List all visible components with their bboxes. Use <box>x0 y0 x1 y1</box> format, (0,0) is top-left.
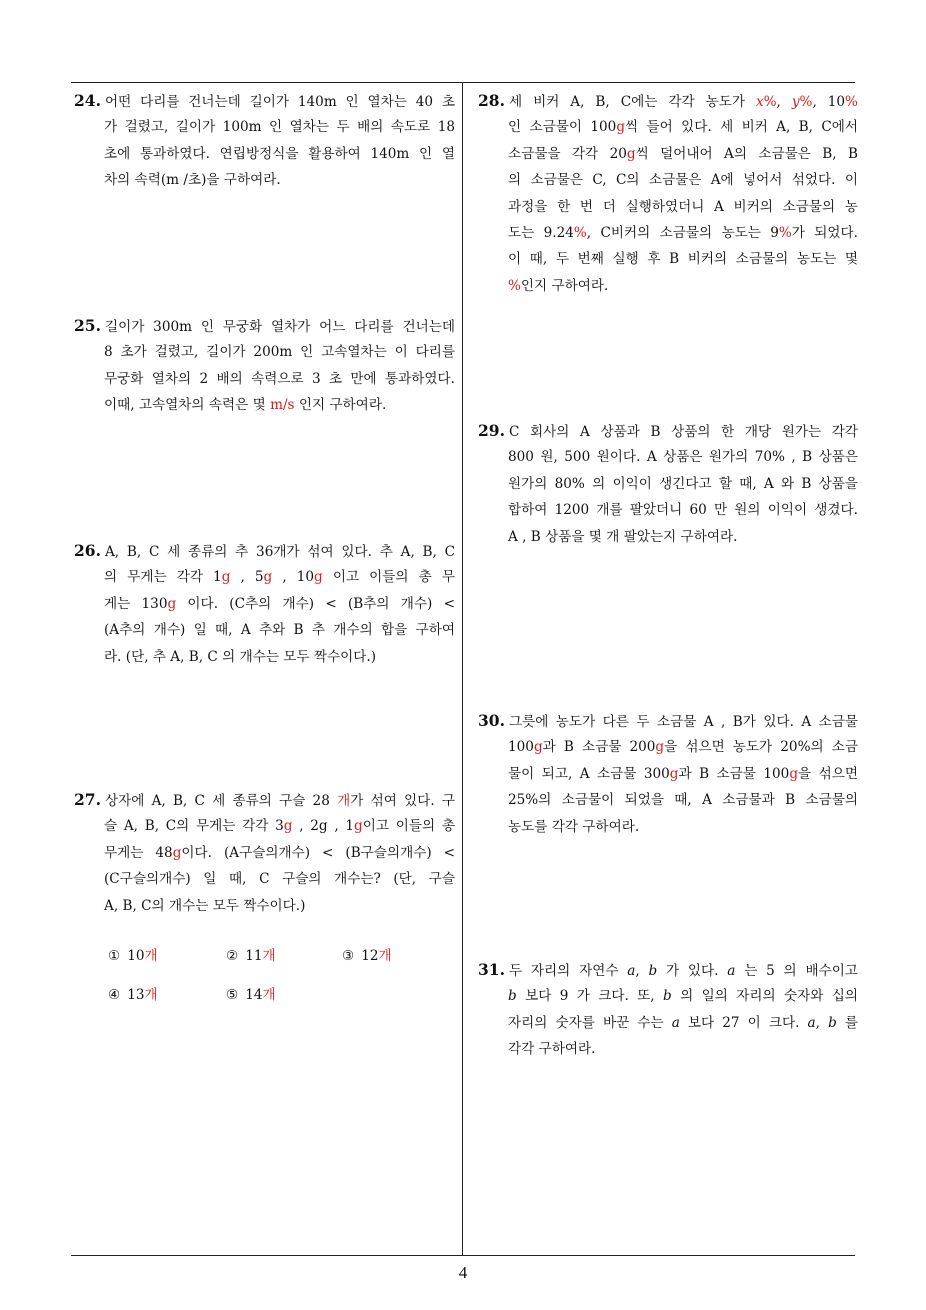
question-line: 인 소금물이 100g씩 들어 있다. 세 비커 A, B, C에서 <box>508 119 859 136</box>
unit-mps: m/s <box>270 397 295 414</box>
question-number: 24. <box>74 91 101 110</box>
choice-5[interactable]: ⑤ 14개 <box>226 987 276 1003</box>
question-line: (C구슬의개수) 일 때, C 구슬의 개수는? (단, 구슬 <box>104 871 455 888</box>
choice-1[interactable]: ① 10개 <box>108 948 158 964</box>
question-line: 24. 어떤 다리를 건너는데 길이가 140m 인 열차는 40 초 <box>74 91 455 110</box>
choice-2[interactable]: ② 11개 <box>226 948 276 964</box>
question-line: 차의 속력(m /초)을 구하여라. <box>104 172 281 189</box>
question-line: A , B 상품을 몇 개 팔았는지 구하여라. <box>508 528 738 545</box>
question-31 <box>478 957 858 1063</box>
page-number: 4 <box>458 1263 468 1282</box>
question-26 <box>74 538 455 670</box>
question-line: 무게는 48g이다. (A구슬의개수) < (B구슬의개수) < <box>104 844 456 861</box>
question-line: 25%의 소금물이 되었을 때, A 소금물과 B 소금물의 <box>508 792 858 809</box>
question-line: 26. A, B, C 세 종류의 추 36개가 섞여 있다. 추 A, B, C <box>74 541 455 560</box>
question-25 <box>74 313 455 419</box>
question-line: 31. 두 자리의 자연수 a, b 가 있다. a 는 5 의 배수이고 <box>478 960 858 979</box>
question-line: 초에 통과하였다. 연립방정식을 활용하여 140m 인 열 <box>104 145 455 162</box>
question-number: 30. <box>478 711 505 730</box>
question-line: (A추의 개수) 일 때, A 추와 B 추 개수의 합을 구하여 <box>104 622 455 639</box>
question-line: 원가의 80% 의 이익이 생긴다고 할 때, A 와 B 상품을 <box>508 475 858 492</box>
question-27 <box>74 787 455 919</box>
question-line: 농도를 각각 구하여라. <box>508 818 640 835</box>
question-line: 슬 A, B, C의 무게는 각각 3g , 2g , 1g이고 이들의 총 <box>104 818 455 835</box>
question-line: 8 초가 걸렸고, 길이가 200m 인 고속열차는 이 다리를 <box>104 344 455 361</box>
bottom-rule <box>71 1255 855 1256</box>
question-number: 29. <box>478 421 505 440</box>
question-28 <box>478 88 858 299</box>
question-line: 가 걸렸고, 길이가 100m 인 열차는 두 배의 속도로 18 <box>104 119 455 136</box>
question-line: 라. (단, 추 A, B, C 의 개수는 모두 짝수이다.) <box>104 648 377 665</box>
question-line: 의 소금물은 C, C의 소금물은 A에 넣어서 섞었다. 이 <box>508 172 858 189</box>
question-line: 100g과 B 소금물 200g을 섞으면 농도가 20%의 소금 <box>508 739 858 756</box>
question-line: 28. 세 비커 A, B, C에는 각각 농도가 x%, y%, 10% <box>478 91 858 110</box>
choice-4[interactable]: ④ 13개 <box>108 987 158 1003</box>
choice-3[interactable]: ③ 12개 <box>342 948 392 964</box>
question-number: 28. <box>478 91 505 110</box>
question-line: 게는 130g 이다. (C추의 개수) < (B추의 개수) < <box>104 595 455 612</box>
question-line: 각각 구하여라. <box>508 1041 596 1058</box>
question-line: %인지 구하여라. <box>508 277 609 294</box>
question-line: 이때, 고속열차의 속력은 몇 m/s 인지 구하여라. <box>104 397 387 414</box>
question-number: 26. <box>74 541 101 560</box>
question-line: 자리의 숫자를 바꾼 수는 a 보다 27 이 크다. a, b 를 <box>508 1014 858 1031</box>
question-number: 25. <box>74 316 101 335</box>
column-divider <box>462 83 463 1255</box>
question-line: 25. 길이가 300m 인 무궁화 열차가 어느 다리를 건너는데 <box>74 316 455 335</box>
question-line: A, B, C의 개수는 모두 짝수이다.) <box>104 897 306 914</box>
question-line: 소금물을 각각 20g씩 덜어내어 A의 소금물은 B, B <box>508 145 858 162</box>
question-30 <box>478 708 858 840</box>
question-line: b 보다 9 가 크다. 또, b 의 일의 자리의 숫자와 십의 <box>508 988 858 1005</box>
question-line: 과정을 한 번 더 실행하였더니 A 비커의 소금물의 농 <box>508 198 858 215</box>
question-line: 도는 9.24%, C비커의 소금물의 농도는 9%가 되었다. <box>508 224 858 241</box>
question-line: 800 원, 500 원이다. A 상품은 원가의 70% , B 상품은 <box>508 449 858 466</box>
question-24 <box>74 88 455 194</box>
question-line: 30. 그릇에 농도가 다른 두 소금물 A , B가 있다. A 소금물 <box>478 711 858 730</box>
question-29 <box>478 418 858 550</box>
question-line: 무궁화 열차의 2 배의 속력으로 3 초 만에 통과하였다. <box>104 370 455 387</box>
question-number: 27. <box>74 790 101 809</box>
question-line: 이 때, 두 번째 실행 후 B 비커의 소금물의 농도는 몇 <box>508 251 858 268</box>
question-line: 의 무게는 각각 1g , 5g , 10g 이고 이들의 총 무 <box>104 569 455 586</box>
question-line: 합하여 1200 개를 팔았더니 60 만 원의 이익이 생겼다. <box>508 502 858 519</box>
question-line: 물이 되고, A 소금물 300g과 B 소금물 100g을 섞으면 <box>508 765 858 782</box>
question-line: 29. C 회사의 A 상품과 B 상품의 한 개당 원가는 각각 <box>478 421 858 440</box>
question-number: 31. <box>478 960 505 979</box>
question-line: 27. 상자에 A, B, C 세 종류의 구슬 28 개가 섞여 있다. 구 <box>74 790 455 809</box>
